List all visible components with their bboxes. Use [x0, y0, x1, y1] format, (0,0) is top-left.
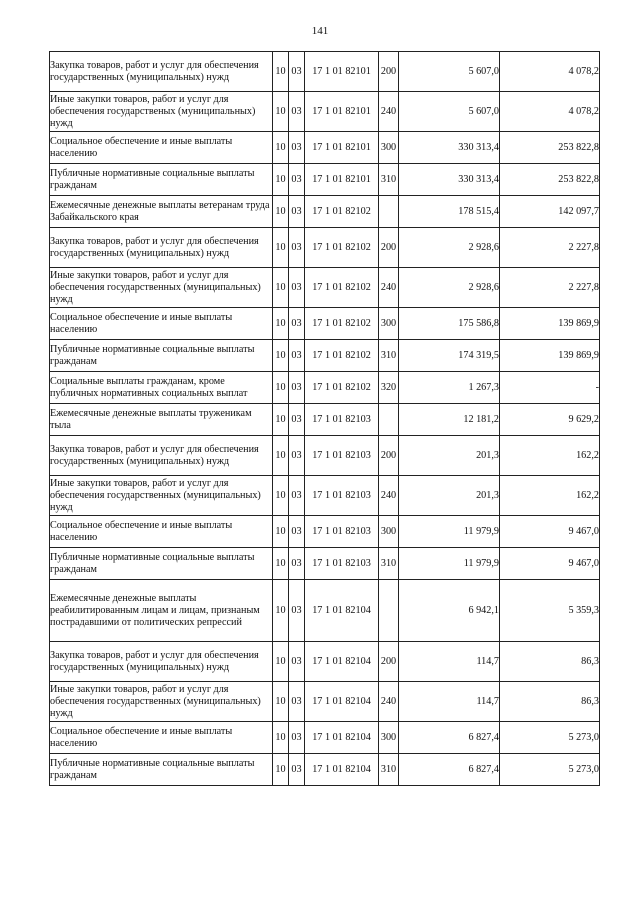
row-expense-type: 240	[379, 92, 399, 132]
table-row	[50, 52, 600, 92]
row-name: Ежемесячные денежные выплаты труженикам тыла	[50, 404, 273, 436]
row-expense-type	[379, 580, 399, 642]
row-target-code: 17 1 01 82104	[305, 682, 379, 722]
row-section: 10	[273, 682, 289, 722]
row-amount-2: 253 822,8	[500, 132, 600, 164]
row-amount-1: 201,3	[399, 476, 500, 516]
table-row	[50, 476, 600, 516]
row-section: 10	[273, 436, 289, 476]
row-subsection: 03	[289, 580, 305, 642]
row-target-code: 17 1 01 82102	[305, 372, 379, 404]
row-subsection: 03	[289, 754, 305, 786]
row-name: Социальные выплаты гражданам, кроме публичных нормативных социальных выплат	[50, 372, 273, 404]
table-row	[50, 340, 600, 372]
row-amount-1: 5 607,0	[399, 52, 500, 92]
row-expense-type	[379, 196, 399, 228]
row-expense-type: 320	[379, 372, 399, 404]
row-name: Публичные нормативные социальные выплаты гражданам	[50, 340, 273, 372]
row-expense-type: 240	[379, 268, 399, 308]
row-target-code: 17 1 01 82101	[305, 52, 379, 92]
row-target-code: 17 1 01 82102	[305, 340, 379, 372]
row-amount-1: 6 827,4	[399, 722, 500, 754]
row-expense-type: 310	[379, 164, 399, 196]
row-section: 10	[273, 722, 289, 754]
row-amount-1: 201,3	[399, 436, 500, 476]
row-name: Социальное обеспечение и иные выплаты населению	[50, 722, 273, 754]
row-amount-2: 139 869,9	[500, 308, 600, 340]
row-name: Иные закупки товаров, работ и услуг для обеспечения государственных (муниципальных) нужд	[50, 682, 273, 722]
table-row	[50, 516, 600, 548]
row-section: 10	[273, 268, 289, 308]
row-amount-2: 9 467,0	[500, 548, 600, 580]
row-target-code: 17 1 01 82101	[305, 92, 379, 132]
row-target-code: 17 1 01 82103	[305, 404, 379, 436]
table-row	[50, 548, 600, 580]
row-section: 10	[273, 164, 289, 196]
row-section: 10	[273, 132, 289, 164]
row-amount-1: 178 515,4	[399, 196, 500, 228]
row-subsection: 03	[289, 340, 305, 372]
row-expense-type: 240	[379, 476, 399, 516]
row-target-code: 17 1 01 82103	[305, 436, 379, 476]
row-target-code: 17 1 01 82102	[305, 228, 379, 268]
row-subsection: 03	[289, 268, 305, 308]
row-amount-2: 86,3	[500, 682, 600, 722]
row-amount-2: 162,2	[500, 476, 600, 516]
row-section: 10	[273, 476, 289, 516]
row-amount-2: 9 467,0	[500, 516, 600, 548]
row-section: 10	[273, 754, 289, 786]
row-expense-type: 200	[379, 436, 399, 476]
row-subsection: 03	[289, 548, 305, 580]
row-subsection: 03	[289, 92, 305, 132]
budget-table	[49, 51, 600, 786]
row-expense-type: 310	[379, 754, 399, 786]
row-amount-2: 9 629,2	[500, 404, 600, 436]
table-row	[50, 372, 600, 404]
row-expense-type: 300	[379, 132, 399, 164]
table-row	[50, 92, 600, 132]
table-row	[50, 580, 600, 642]
row-amount-2: -	[500, 372, 600, 404]
row-amount-1: 174 319,5	[399, 340, 500, 372]
row-amount-2: 2 227,8	[500, 268, 600, 308]
row-section: 10	[273, 372, 289, 404]
row-amount-1: 11 979,9	[399, 548, 500, 580]
row-section: 10	[273, 52, 289, 92]
row-name: Социальное обеспечение и иные выплаты населению	[50, 132, 273, 164]
row-name: Закупка товаров, работ и услуг для обеспечения государственных (муниципальных) нужд	[50, 52, 273, 92]
row-section: 10	[273, 516, 289, 548]
row-name: Социальное обеспечение и иные выплаты населению	[50, 516, 273, 548]
row-amount-2: 86,3	[500, 642, 600, 682]
row-section: 10	[273, 308, 289, 340]
row-amount-2: 4 078,2	[500, 52, 600, 92]
row-expense-type: 310	[379, 548, 399, 580]
table-row	[50, 754, 600, 786]
row-amount-2: 4 078,2	[500, 92, 600, 132]
row-amount-1: 6 827,4	[399, 754, 500, 786]
row-subsection: 03	[289, 516, 305, 548]
row-section: 10	[273, 340, 289, 372]
budget-table-body	[50, 52, 600, 786]
table-row	[50, 722, 600, 754]
row-target-code: 17 1 01 82104	[305, 580, 379, 642]
row-amount-2: 5 273,0	[500, 754, 600, 786]
row-amount-1: 12 181,2	[399, 404, 500, 436]
row-subsection: 03	[289, 722, 305, 754]
row-subsection: 03	[289, 372, 305, 404]
row-name: Публичные нормативные социальные выплаты гражданам	[50, 548, 273, 580]
row-name: Публичные нормативные социальные выплаты гражданам	[50, 754, 273, 786]
row-section: 10	[273, 642, 289, 682]
row-name: Иные закупки товаров, работ и услуг для обеспечения государственных (муниципальных) нужд	[50, 476, 273, 516]
row-section: 10	[273, 228, 289, 268]
row-target-code: 17 1 01 82101	[305, 132, 379, 164]
row-name: Ежемесячные денежные выплаты ветеранам труда Забайкальского края	[50, 196, 273, 228]
row-amount-1: 114,7	[399, 682, 500, 722]
row-expense-type: 200	[379, 52, 399, 92]
row-subsection: 03	[289, 164, 305, 196]
row-expense-type: 300	[379, 516, 399, 548]
table-row	[50, 132, 600, 164]
row-subsection: 03	[289, 132, 305, 164]
row-subsection: 03	[289, 642, 305, 682]
row-amount-1: 175 586,8	[399, 308, 500, 340]
row-subsection: 03	[289, 196, 305, 228]
row-name: Закупка товаров, работ и услуг для обеспечения государственных (муниципальных) нужд	[50, 436, 273, 476]
row-target-code: 17 1 01 82104	[305, 722, 379, 754]
row-amount-2: 2 227,8	[500, 228, 600, 268]
page-number: 141	[311, 25, 329, 37]
table-row	[50, 642, 600, 682]
row-expense-type: 200	[379, 642, 399, 682]
table-row	[50, 436, 600, 476]
row-target-code: 17 1 01 82104	[305, 754, 379, 786]
row-amount-1: 114,7	[399, 642, 500, 682]
table-row	[50, 228, 600, 268]
row-name: Закупка товаров, работ и услуг для обеспечения государственных (муниципальных) нужд	[50, 642, 273, 682]
row-expense-type	[379, 404, 399, 436]
row-amount-1: 6 942,1	[399, 580, 500, 642]
row-expense-type: 300	[379, 308, 399, 340]
row-amount-1: 2 928,6	[399, 268, 500, 308]
table-row	[50, 196, 600, 228]
row-subsection: 03	[289, 404, 305, 436]
row-name: Закупка товаров, работ и услуг для обеспечения государственных (муниципальных) нужд	[50, 228, 273, 268]
row-amount-2: 162,2	[500, 436, 600, 476]
row-target-code: 17 1 01 82103	[305, 516, 379, 548]
row-amount-1: 330 313,4	[399, 132, 500, 164]
row-amount-1: 2 928,6	[399, 228, 500, 268]
row-amount-1: 5 607,0	[399, 92, 500, 132]
row-section: 10	[273, 196, 289, 228]
row-subsection: 03	[289, 308, 305, 340]
row-name: Публичные нормативные социальные выплаты гражданам	[50, 164, 273, 196]
table-row	[50, 164, 600, 196]
row-expense-type: 200	[379, 228, 399, 268]
row-expense-type: 310	[379, 340, 399, 372]
row-amount-2: 5 273,0	[500, 722, 600, 754]
table-row	[50, 682, 600, 722]
row-amount-1: 330 313,4	[399, 164, 500, 196]
row-section: 10	[273, 548, 289, 580]
row-target-code: 17 1 01 82103	[305, 476, 379, 516]
row-amount-2: 139 869,9	[500, 340, 600, 372]
row-target-code: 17 1 01 82102	[305, 268, 379, 308]
row-subsection: 03	[289, 682, 305, 722]
table-row	[50, 308, 600, 340]
row-target-code: 17 1 01 82103	[305, 548, 379, 580]
row-subsection: 03	[289, 228, 305, 268]
row-amount-1: 1 267,3	[399, 372, 500, 404]
row-subsection: 03	[289, 52, 305, 92]
row-section: 10	[273, 404, 289, 436]
row-amount-2: 142 097,7	[500, 196, 600, 228]
table-row	[50, 268, 600, 308]
table-row	[50, 404, 600, 436]
row-amount-1: 11 979,9	[399, 516, 500, 548]
row-target-code: 17 1 01 82104	[305, 642, 379, 682]
row-expense-type: 240	[379, 682, 399, 722]
row-amount-2: 5 359,3	[500, 580, 600, 642]
row-name: Иные закупки товаров, работ и услуг для обеспечения государственных (муниципальных) нужд	[50, 268, 273, 308]
row-target-code: 17 1 01 82101	[305, 164, 379, 196]
row-target-code: 17 1 01 82102	[305, 308, 379, 340]
row-subsection: 03	[289, 476, 305, 516]
row-expense-type: 300	[379, 722, 399, 754]
row-name: Социальное обеспечение и иные выплаты населению	[50, 308, 273, 340]
row-section: 10	[273, 92, 289, 132]
row-section: 10	[273, 580, 289, 642]
row-name: Иные закупки товаров, работ и услуг для обеспечения государственых (муниципальных) нужд	[50, 92, 273, 132]
row-target-code: 17 1 01 82102	[305, 196, 379, 228]
row-amount-2: 253 822,8	[500, 164, 600, 196]
row-subsection: 03	[289, 436, 305, 476]
row-name: Ежемесячные денежные выплаты реабилитированным лицам и лицам, признаным пострадавшими от политических репрессий	[50, 580, 273, 642]
